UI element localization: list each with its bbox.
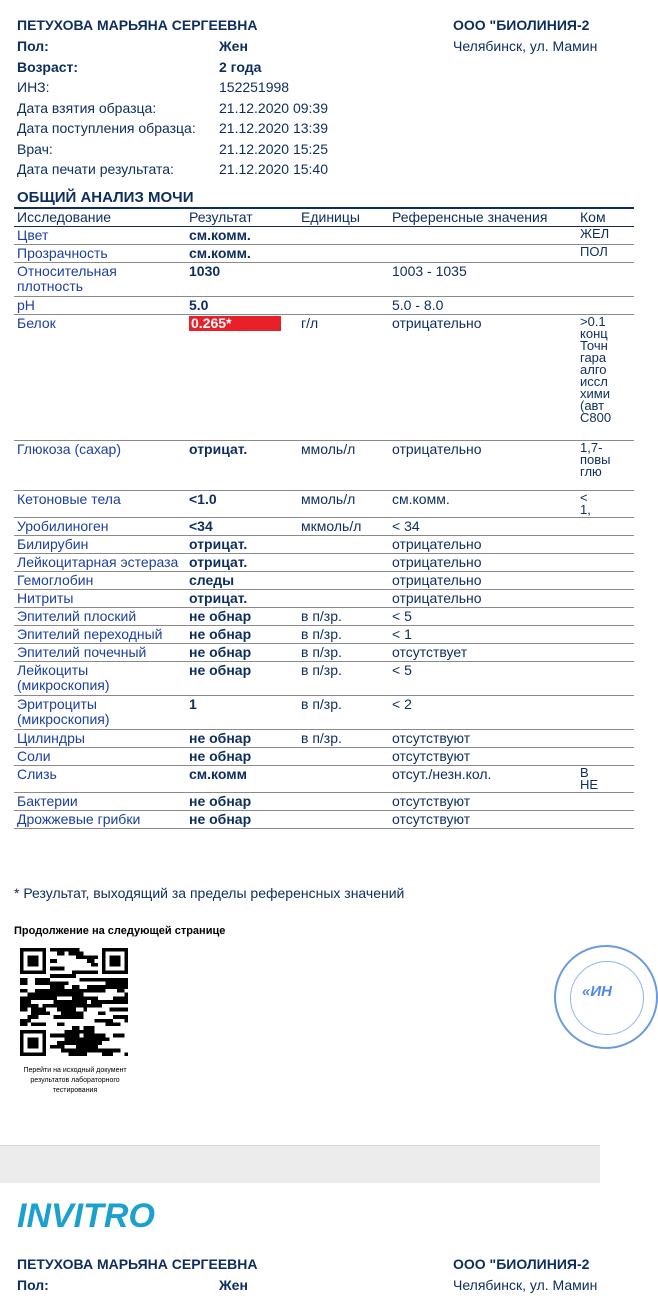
result-cell — [186, 644, 298, 662]
result-value: отрицат. — [189, 536, 248, 552]
unit-cell — [298, 811, 389, 829]
sex-label-p2: Пол: — [17, 1277, 49, 1293]
test-name: Соли — [14, 748, 186, 766]
result-value: следы — [189, 572, 235, 588]
table-row — [14, 491, 634, 518]
reference-cell: отрицательно — [389, 315, 577, 441]
unit-cell: в п/зр. — [298, 608, 389, 626]
sex-value-p2: Жен — [219, 1277, 248, 1293]
result-value: отрицат. — [189, 441, 248, 457]
result-value: не обнар — [189, 730, 252, 746]
section-title: ОБЩИЙ АНАЛИЗ МОЧИ — [17, 189, 194, 206]
table-header — [14, 208, 634, 227]
test-name: Бактерии — [14, 793, 186, 811]
result-cell — [186, 572, 298, 590]
comment-cell: 1,7- повы глю — [577, 441, 634, 491]
test-name: Слизь — [14, 766, 186, 793]
reference-cell: отсутствуют — [389, 730, 577, 748]
comment-cell — [577, 518, 634, 536]
result-value: не обнар — [189, 811, 252, 827]
unit-cell — [298, 766, 389, 793]
results-table — [14, 207, 634, 829]
result-cell — [186, 491, 298, 518]
result-value: 5.0 — [189, 297, 209, 313]
unit-cell — [298, 572, 389, 590]
comment-cell: В НЕ — [577, 766, 634, 793]
report-page-2 — [0, 1183, 600, 1299]
unit-cell: ммоль/л — [298, 491, 389, 518]
flagged-result: 0.265* — [189, 316, 281, 331]
unit-cell — [298, 227, 389, 245]
table-row — [14, 811, 634, 829]
result-cell — [186, 590, 298, 608]
unit-cell — [298, 536, 389, 554]
col-header: Исследование — [14, 208, 186, 227]
unit-cell: в п/зр. — [298, 730, 389, 748]
test-name: Глюкоза (сахар) — [14, 441, 186, 491]
comment-cell: >0.1 конц Точн гара алго иссл хими (авт С800 — [577, 315, 634, 441]
reference-cell: < 5 — [389, 608, 577, 626]
stamp-text: «ИН — [582, 983, 612, 1000]
unit-cell — [298, 263, 389, 297]
seal-stamp — [554, 945, 658, 1049]
reference-cell: отсутствует — [389, 644, 577, 662]
comment-cell — [577, 793, 634, 811]
field-value: 21.12.2020 15:40 — [219, 161, 328, 177]
result-value: не обнар — [189, 608, 252, 624]
field-value: 152251998 — [219, 79, 290, 95]
table-row — [14, 441, 634, 491]
table-row — [14, 662, 634, 696]
result-cell — [186, 536, 298, 554]
result-cell — [186, 626, 298, 644]
reference-cell: отсутствуют — [389, 811, 577, 829]
table-row — [14, 227, 634, 245]
field-label: Врач: — [17, 140, 53, 157]
field-value: 21.12.2020 15:25 — [219, 140, 328, 157]
reference-cell — [389, 245, 577, 263]
table-row — [14, 263, 634, 297]
result-cell — [186, 748, 298, 766]
reference-cell: отсут./незн.кол. — [389, 766, 577, 793]
comment-cell — [577, 572, 634, 590]
unit-cell — [298, 554, 389, 572]
result-cell — [186, 662, 298, 696]
unit-cell — [298, 590, 389, 608]
result-cell — [186, 811, 298, 829]
result-cell — [186, 297, 298, 315]
continuation-note: Продолжение на следующей странице — [14, 925, 226, 937]
table-row — [14, 554, 634, 572]
field-label: Дата печати результата: — [17, 161, 174, 177]
test-name: Прозрачность — [14, 245, 186, 263]
unit-cell: в п/зр. — [298, 626, 389, 644]
comment-cell: < 1, — [577, 491, 634, 518]
page-separator — [0, 1145, 600, 1184]
col-header: Референсные значения — [389, 208, 577, 227]
reference-cell — [389, 227, 577, 245]
result-cell — [186, 227, 298, 245]
table-row — [14, 793, 634, 811]
reference-cell: < 1 — [389, 626, 577, 644]
result-cell — [186, 554, 298, 572]
result-value: см.комм. — [189, 227, 251, 243]
table-row — [14, 644, 634, 662]
unit-cell — [298, 748, 389, 766]
result-cell — [186, 263, 298, 297]
reference-cell: отсутствуют — [389, 748, 577, 766]
comment-cell — [577, 811, 634, 829]
unit-cell — [298, 793, 389, 811]
reference-cell: < 2 — [389, 696, 577, 730]
test-name: Эпителий переходный — [14, 626, 186, 644]
unit-cell: ммоль/л — [298, 441, 389, 491]
reference-cell: см.комм. — [389, 491, 577, 518]
test-name: Эритроциты (микроскопия) — [14, 696, 186, 730]
result-value: см.комм — [189, 766, 247, 782]
result-value: отрицат. — [189, 590, 248, 606]
comment-cell — [577, 263, 634, 297]
qr-caption: Перейти на исходный документ результатов лабораторного тестирования — [23, 1067, 127, 1094]
test-name: Лейкоциты (микроскопия) — [14, 662, 186, 696]
table-row — [14, 572, 634, 590]
reference-cell: 5.0 - 8.0 — [389, 297, 577, 315]
comment-cell — [577, 297, 634, 315]
unit-cell: в п/зр. — [298, 662, 389, 696]
result-cell — [186, 730, 298, 748]
table-row — [14, 315, 634, 441]
unit-cell: мкмоль/л — [298, 518, 389, 536]
result-cell — [186, 766, 298, 793]
result-value: 1030 — [189, 263, 221, 279]
lab-address-p2: Челябинск, ул. Мамин — [453, 1277, 598, 1293]
table-row — [14, 696, 634, 730]
reference-cell: отрицательно — [389, 590, 577, 608]
result-value: <1.0 — [189, 491, 217, 507]
field-value: Жен — [219, 38, 248, 54]
field-label: Дата взятия образца: — [17, 99, 157, 116]
table-row — [14, 536, 634, 554]
table-row — [14, 730, 634, 748]
comment-cell — [577, 644, 634, 662]
comment-cell — [577, 590, 634, 608]
result-cell — [186, 245, 298, 263]
field-value: 21.12.2020 13:39 — [219, 120, 328, 136]
result-cell — [186, 696, 298, 730]
test-name: Уробилиноген — [14, 518, 186, 536]
lab-address: Челябинск, ул. Мамин — [453, 38, 598, 54]
comment-cell: ПОЛ — [577, 245, 634, 263]
result-value: не обнар — [189, 748, 252, 764]
result-value: 1 — [189, 696, 197, 712]
test-name: Эпителий почечный — [14, 644, 186, 662]
invitro-logo: INVITRO — [17, 1197, 155, 1235]
reference-cell: < 34 — [389, 518, 577, 536]
unit-cell — [298, 297, 389, 315]
result-value: не обнар — [189, 793, 252, 809]
patient-name-p2: ПЕТУХОВА МАРЬЯНА СЕРГЕЕВНА — [17, 1256, 258, 1272]
result-value: <34 — [189, 518, 213, 534]
test-name: Билирубин — [14, 536, 186, 554]
table-row — [14, 518, 634, 536]
result-cell — [186, 315, 298, 441]
field-label: Дата поступления образца: — [17, 120, 196, 136]
reference-cell: 1003 - 1035 — [389, 263, 577, 297]
field-label: Возраст: — [17, 58, 79, 75]
field-value: 21.12.2020 09:39 — [219, 99, 328, 116]
table-row — [14, 748, 634, 766]
unit-cell — [298, 245, 389, 263]
test-name: Эпителий плоский — [14, 608, 186, 626]
comment-cell — [577, 748, 634, 766]
comment-cell — [577, 608, 634, 626]
table-row — [14, 608, 634, 626]
comment-cell — [577, 730, 634, 748]
col-header: Единицы — [298, 208, 389, 227]
col-header: Ком — [577, 208, 634, 227]
test-name: Относительная плотность — [14, 263, 186, 297]
result-value: не обнар — [189, 662, 252, 678]
reference-cell: отсутствуют — [389, 793, 577, 811]
result-value: отрицат. — [189, 554, 248, 570]
unit-cell: г/л — [298, 315, 389, 441]
test-name: Цилиндры — [14, 730, 186, 748]
table-row — [14, 766, 634, 793]
table-row — [14, 297, 634, 315]
footnote: * Результат, выходящий за пределы референсных значений — [14, 885, 405, 901]
lab-name: ООО "БИОЛИНИЯ-2 — [453, 17, 590, 33]
unit-cell: в п/зр. — [298, 696, 389, 730]
reference-cell: отрицательно — [389, 572, 577, 590]
comment-cell — [577, 662, 634, 696]
table-row — [14, 590, 634, 608]
test-name: Цвет — [14, 227, 186, 245]
test-name: Белок — [14, 315, 186, 441]
test-name: pH — [14, 297, 186, 315]
lab-name-p2: ООО "БИОЛИНИЯ-2 — [453, 1256, 590, 1272]
result-value: см.комм. — [189, 245, 251, 261]
test-name: Кетоновые тела — [14, 491, 186, 518]
field-label: ИНЗ: — [17, 79, 50, 95]
qr-code[interactable] — [20, 948, 128, 1056]
test-name: Лейкоцитарная эстераза — [14, 554, 186, 572]
reference-cell: отрицательно — [389, 441, 577, 491]
table-row — [14, 626, 634, 644]
test-name: Дрожжевые грибки — [14, 811, 186, 829]
comment-cell — [577, 626, 634, 644]
field-label: Пол: — [17, 38, 49, 54]
comment-cell — [577, 536, 634, 554]
reference-cell: < 5 — [389, 662, 577, 696]
reference-cell: отрицательно — [389, 554, 577, 572]
patient-name: ПЕТУХОВА МАРЬЯНА СЕРГЕЕВНА — [17, 17, 258, 33]
field-value: 2 года — [219, 58, 262, 75]
table-row — [14, 245, 634, 263]
result-cell — [186, 793, 298, 811]
comment-cell — [577, 554, 634, 572]
result-cell — [186, 608, 298, 626]
result-cell — [186, 441, 298, 491]
test-name: Нитриты — [14, 590, 186, 608]
col-header: Результат — [186, 208, 298, 227]
result-value: не обнар — [189, 626, 252, 642]
comment-cell: ЖЕЛ — [577, 227, 634, 245]
reference-cell: отрицательно — [389, 536, 577, 554]
test-name: Гемоглобин — [14, 572, 186, 590]
comment-cell — [577, 696, 634, 730]
result-cell — [186, 518, 298, 536]
result-value: не обнар — [189, 644, 252, 660]
unit-cell: в п/зр. — [298, 644, 389, 662]
